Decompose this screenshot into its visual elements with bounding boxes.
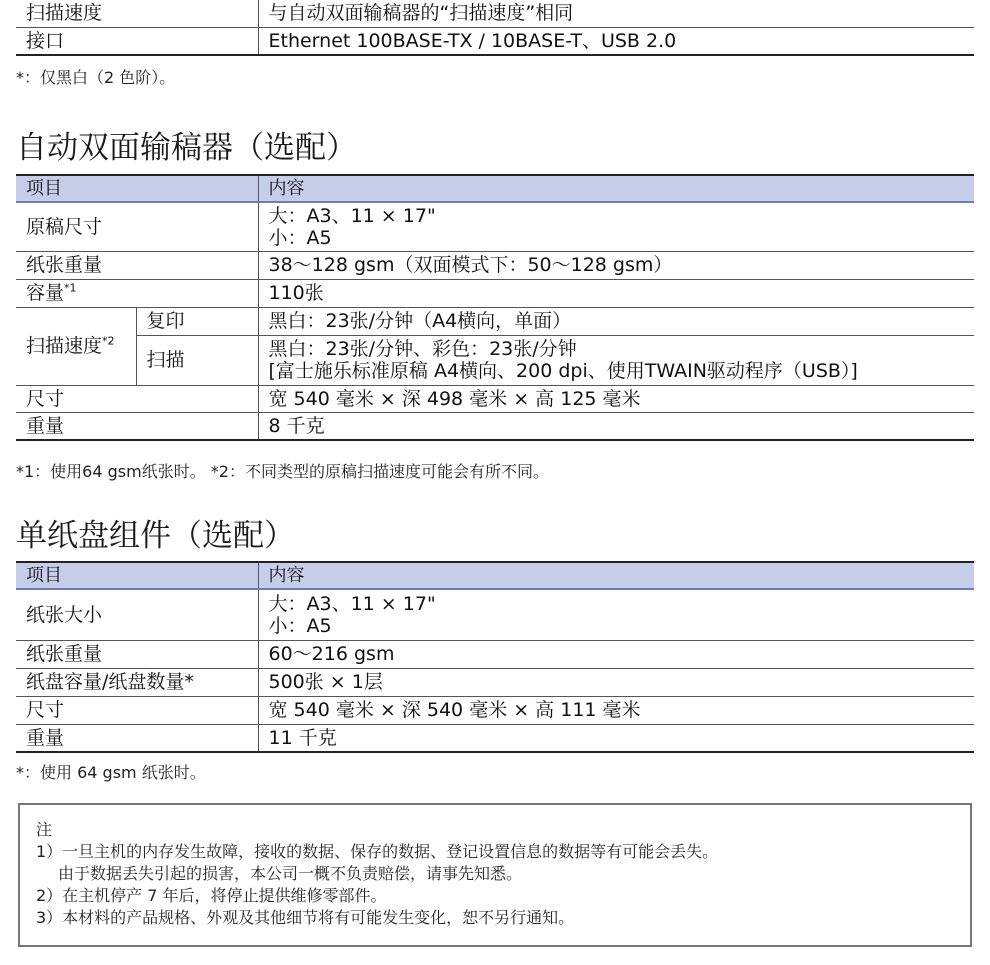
row-item: 纸张重量 xyxy=(16,640,258,668)
section-title-adf: 自动双面输稿器（选配） xyxy=(16,130,357,166)
table-row xyxy=(16,385,974,412)
notice-box xyxy=(18,803,972,947)
row-value xyxy=(258,335,974,385)
notice-line: 1）一旦主机的内存发生故障，接收的数据、保存的数据、登记设置信息的数据等有可能会丢失。 xyxy=(36,842,719,861)
row-item: 接口 xyxy=(16,27,258,55)
table-row xyxy=(16,412,974,440)
row-item: 容量$^{*1}$ xyxy=(16,279,258,307)
row-item: 原稿尺寸 xyxy=(16,202,258,251)
tray-footnote: *：使用 64 gsm 纸张时。 xyxy=(16,763,206,782)
table-row xyxy=(16,307,974,335)
value-line: [富士施乐标准原稿 A4横向、200 dpi、使用TWAIN驱动程序（USB）] xyxy=(268,360,858,382)
table-row xyxy=(16,251,974,279)
table-header-row xyxy=(16,562,974,589)
table-row xyxy=(16,696,974,724)
row-item: 扫描速度 xyxy=(16,0,258,27)
table-row xyxy=(16,668,974,696)
top-footnote: *：仅黑白（2 色阶）。 xyxy=(16,68,176,87)
footnote-mark: *1 xyxy=(64,281,77,295)
section-title-tray: 单纸盘组件（选配） xyxy=(16,518,295,554)
table-row xyxy=(16,724,974,752)
row-value xyxy=(258,202,974,251)
table-header-row xyxy=(16,175,974,202)
value-line: 大：A3、11 × 17" xyxy=(268,204,436,227)
top-spec-table xyxy=(16,0,974,56)
row-value: 宽 540 毫米 × 深 540 毫米 × 高 111 毫米 xyxy=(258,696,974,724)
notice-heading: 注 xyxy=(36,820,53,839)
row-item: 纸盘容量/纸盘数量* xyxy=(16,668,258,696)
row-value xyxy=(258,589,974,640)
row-item: 尺寸 xyxy=(16,696,258,724)
notice-line: 3）本材料的产品规格、外观及其他细节将有可能发生变化，恕不另行通知。 xyxy=(36,908,575,927)
value-line: 小：A5 xyxy=(268,226,332,249)
adf-spec-table xyxy=(16,174,974,441)
header-item: 项目 xyxy=(16,562,258,589)
row-value: 8 千克 xyxy=(258,412,974,440)
table-row xyxy=(16,0,974,27)
row-value: 60～216 gsm xyxy=(258,640,974,668)
table-row xyxy=(16,202,974,251)
table-row xyxy=(16,279,974,307)
table-row xyxy=(16,640,974,668)
row-value: 与自动双面输稿器的“扫描速度”相同 xyxy=(258,0,974,27)
header-item: 项目 xyxy=(16,175,258,202)
value-line: 大：A3、11 × 17" xyxy=(268,592,436,615)
row-item: 纸张重量 xyxy=(16,251,258,279)
adf-footnote: *1：使用64 gsm纸张时。 *2：不同类型的原稿扫描速度可能会有所不同。 xyxy=(16,462,549,481)
row-item: 重量 xyxy=(16,412,258,440)
row-item: 纸张大小 xyxy=(16,589,258,640)
value-line: 小：A5 xyxy=(268,614,332,637)
row-value: 110张 xyxy=(258,279,974,307)
row-item: 尺寸 xyxy=(16,385,258,412)
table-row xyxy=(16,27,974,55)
row-value: Ethernet 100BASE-TX / 10BASE-T、USB 2.0 xyxy=(258,27,974,55)
row-item: 重量 xyxy=(16,724,258,752)
header-content: 内容 xyxy=(258,175,974,202)
row-value: 38～128 gsm（双面模式下：50～128 gsm） xyxy=(258,251,974,279)
table-row xyxy=(16,335,974,385)
row-item: 扫描速度$^{*2}$ xyxy=(16,307,136,385)
value-line: 黑白：23张/分钟、彩色：23张/分钟 xyxy=(268,338,577,360)
footnote-mark: *2 xyxy=(102,334,115,348)
row-value: 黑白：23张/分钟（A4横向，单面） xyxy=(258,307,974,335)
row-value: 11 千克 xyxy=(258,724,974,752)
sub-item-copy: 复印 xyxy=(136,307,258,335)
sub-item-scan: 扫描 xyxy=(136,335,258,385)
notice-line: 由于数据丢失引起的损害，本公司一概不负责赔偿，请事先知悉。 xyxy=(58,864,523,883)
table-row xyxy=(16,589,974,640)
header-content: 内容 xyxy=(258,562,974,589)
tray-spec-table xyxy=(16,561,974,753)
notice-line: 2）在主机停产 7 年后，将停止提供维修零部件。 xyxy=(36,886,387,905)
row-value: 500张 × 1层 xyxy=(258,668,974,696)
row-value: 宽 540 毫米 × 深 498 毫米 × 高 125 毫米 xyxy=(258,385,974,412)
